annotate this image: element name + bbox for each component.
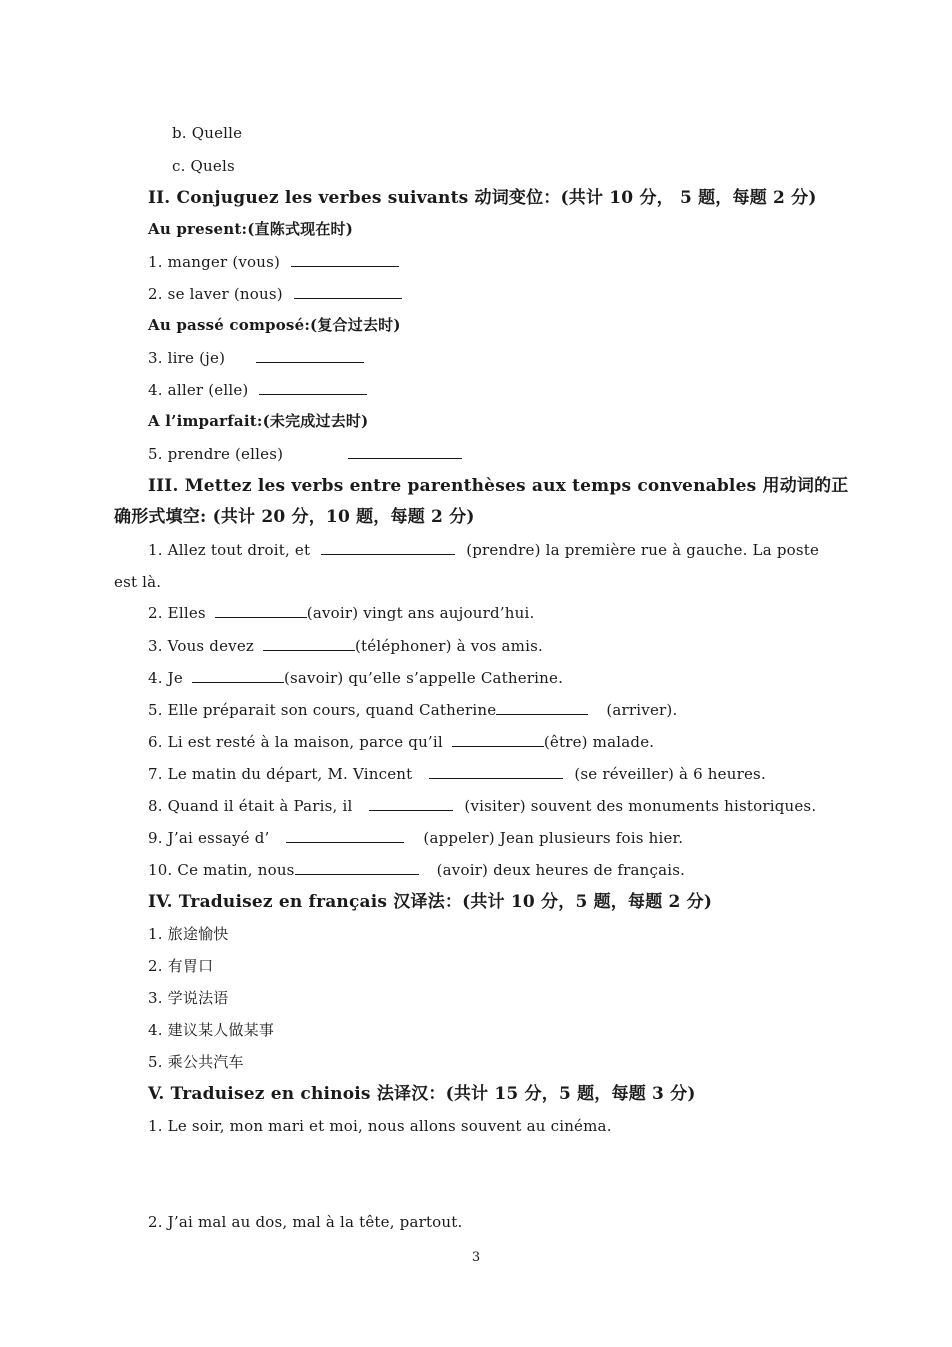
answer-blank[interactable]	[294, 284, 402, 299]
answer-blank[interactable]	[286, 828, 404, 843]
answer-blank[interactable]	[369, 796, 453, 811]
fill-in-item: 3. Vous devez (téléphoner) à vos amis.	[148, 637, 543, 655]
section-3-title-line1: III. Mettez les verbs entre parenthèses aux temps convenables 用动词的正	[148, 476, 849, 496]
answer-blank[interactable]	[291, 252, 399, 267]
answer-blank[interactable]	[256, 348, 364, 363]
conjugation-item: 5. prendre (elles)	[148, 444, 462, 464]
fill-in-item: 5. Elle préparait son cours, quand Catherine (arriver).	[148, 701, 678, 719]
answer-blank[interactable]	[348, 444, 462, 459]
answer-blank[interactable]	[295, 860, 419, 875]
translation-item: 3. 学说法语	[148, 989, 229, 1007]
subheading-present: Au present:(直陈式现在时)	[148, 220, 354, 238]
section-2-title: II. Conjuguez les verbes suivants 动词变位：(共计 10 分， 5 题，每题 2 分)	[148, 188, 817, 208]
answer-blank[interactable]	[321, 540, 455, 555]
fill-in-item-continuation: est là.	[114, 573, 162, 591]
option-c: c. Quels	[172, 157, 235, 175]
answer-blank[interactable]	[496, 700, 588, 715]
conjugation-item: 3. lire (je)	[148, 348, 364, 368]
fill-in-item: 10. Ce matin, nous (avoir) deux heures de français.	[148, 861, 686, 879]
subheading-passe-compose: Au passé composé:(复合过去时)	[148, 316, 401, 334]
translation-item: 5. 乘公共汽车	[148, 1053, 244, 1071]
fill-in-item: 4. Je (savoir) qu’elle s’appelle Catherine.	[148, 669, 564, 687]
translation-sentence: 2. J’ai mal au dos, mal à la tête, partout.	[148, 1213, 463, 1231]
translation-sentence: 1. Le soir, mon mari et moi, nous allons souvent au cinéma.	[148, 1117, 612, 1135]
conjugation-item: 2. se laver (nous)	[148, 284, 402, 304]
option-b: b. Quelle	[172, 124, 243, 142]
page-number: 3	[471, 1250, 481, 1265]
section-5-title: V. Traduisez en chinois 法译汉：(共计 15 分，5 题，每题 3 分)	[148, 1084, 696, 1104]
answer-blank[interactable]	[215, 603, 307, 618]
answer-blank[interactable]	[192, 668, 284, 683]
conjugation-item: 4. aller (elle)	[148, 380, 367, 400]
answer-blank[interactable]	[452, 732, 544, 747]
conjugation-item: 1. manger (vous)	[148, 252, 399, 272]
fill-in-item: 8. Quand il était à Paris, il (visiter) souvent des monuments historiques.	[148, 797, 817, 815]
fill-in-item: 1. Allez tout droit, et (prendre) la première rue à gauche. La poste	[148, 541, 820, 559]
fill-in-item: 7. Le matin du départ, M. Vincent (se réveiller) à 6 heures.	[148, 765, 766, 783]
answer-blank[interactable]	[263, 636, 355, 651]
section-3-title-line2: 确形式填空: (共计 20 分，10 题，每题 2 分)	[114, 507, 475, 527]
translation-item: 2. 有胃口	[148, 957, 214, 975]
section-4-title: IV. Traduisez en français 汉译法：(共计 10 分，5 题，每题 2 分)	[148, 892, 713, 912]
fill-in-item: 9. J’ai essayé d’ (appeler) Jean plusieurs fois hier.	[148, 829, 684, 847]
answer-blank[interactable]	[259, 380, 367, 395]
fill-in-item: 2. Elles (avoir) vingt ans aujourd’hui.	[148, 604, 535, 622]
translation-item: 1. 旅途愉快	[148, 925, 229, 943]
fill-in-item: 6. Li est resté à la maison, parce qu’il (être) malade.	[148, 733, 655, 751]
translation-item: 4. 建议某人做某事	[148, 1021, 275, 1039]
subheading-imparfait: A l’imparfait:(未完成过去时)	[148, 412, 369, 430]
answer-blank[interactable]	[429, 764, 563, 779]
